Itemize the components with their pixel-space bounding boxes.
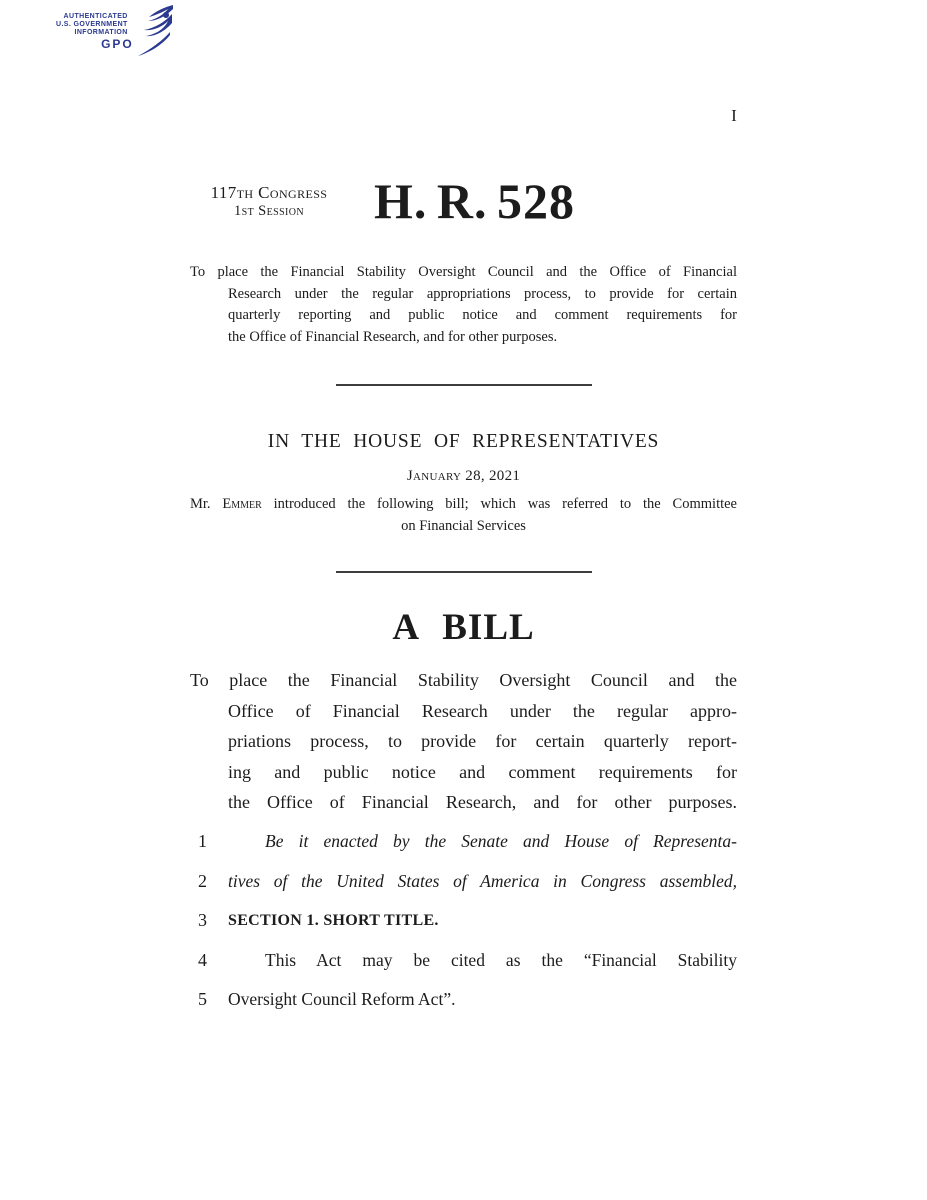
gpo-logo-line: U.S. GOVERNMENT	[56, 21, 128, 28]
line-text: SECTION 1. SHORT TITLE.	[228, 912, 439, 929]
line-number: 4	[198, 949, 207, 970]
purpose-line: ing and public notice and comment requirements for	[228, 761, 737, 782]
preamble-paragraph	[190, 262, 737, 348]
gpo-logo-line: AUTHENTICATED	[63, 13, 128, 20]
separator-rule-bottom	[336, 571, 592, 573]
line-number: 3	[198, 910, 207, 930]
sponsor-name: Emmer	[222, 496, 262, 512]
gpo-logo-line: INFORMATION	[74, 29, 128, 36]
sponsor-action	[190, 493, 737, 537]
line-text: tives of the United States of America in Congress assembled,	[228, 870, 737, 891]
chamber-heading: IN THE HOUSE OF REPRESENTATIVES	[267, 431, 660, 452]
sponsor-action-line2: on Financial Services	[401, 518, 526, 534]
congress-label: 117th Congress	[210, 183, 328, 202]
sponsor-prefix: Mr.	[190, 496, 223, 512]
line-number: 1	[198, 831, 207, 851]
bill-body	[190, 831, 737, 1029]
line-number: 5	[198, 989, 207, 1009]
line-number: 2	[198, 870, 207, 891]
gpo-eagle-icon	[130, 5, 174, 57]
body-line	[190, 871, 737, 911]
gpo-logo	[56, 5, 174, 57]
preamble-line: To place the Financial Stability Oversight Council and the Office of Financial	[190, 264, 737, 280]
bill-purpose-paragraph	[190, 665, 737, 818]
sponsor-action-line1	[190, 493, 737, 515]
bill-heading: A BILL	[392, 607, 535, 648]
congress-session-block	[189, 183, 349, 220]
purpose-line: the Office of Financial Research, and for other purposes.	[228, 792, 737, 812]
body-line	[190, 950, 737, 990]
purpose-line: To place the Financial Stability Oversight Council and the	[190, 670, 737, 690]
introduction-date: January 28, 2021	[406, 468, 521, 484]
bill-number: H. R. 528	[374, 173, 575, 229]
line-text: This Act may be cited as the “Financial Stability	[265, 949, 737, 970]
separator-rule-top	[336, 384, 592, 386]
gpo-logo-text	[56, 5, 134, 51]
preamble-line: Research under the regular appropriations process, to provide for certain	[228, 285, 737, 302]
body-line	[190, 831, 737, 871]
session-label: 1st Session	[233, 203, 304, 219]
line-text: Oversight Council Reform Act”.	[228, 989, 456, 1009]
preamble-line: quarterly reporting and public notice and comment requirements for	[228, 307, 737, 323]
purpose-line: priations process, to provide for certain quarterly report-	[228, 731, 737, 751]
purpose-line: Office of Financial Research under the regular appro-	[228, 700, 737, 721]
sponsor-action-rest: introduced the following bill; which was referred to the Committee	[261, 496, 737, 512]
body-line	[190, 910, 737, 950]
line-text: Be it enacted by the Senate and House of Representa-	[265, 831, 737, 851]
body-line	[190, 989, 737, 1029]
preamble-line: the Office of Financial Research, and for other purposes.	[228, 328, 558, 345]
gpo-abbreviation: GPO	[101, 37, 134, 51]
page-number: I	[731, 106, 737, 125]
